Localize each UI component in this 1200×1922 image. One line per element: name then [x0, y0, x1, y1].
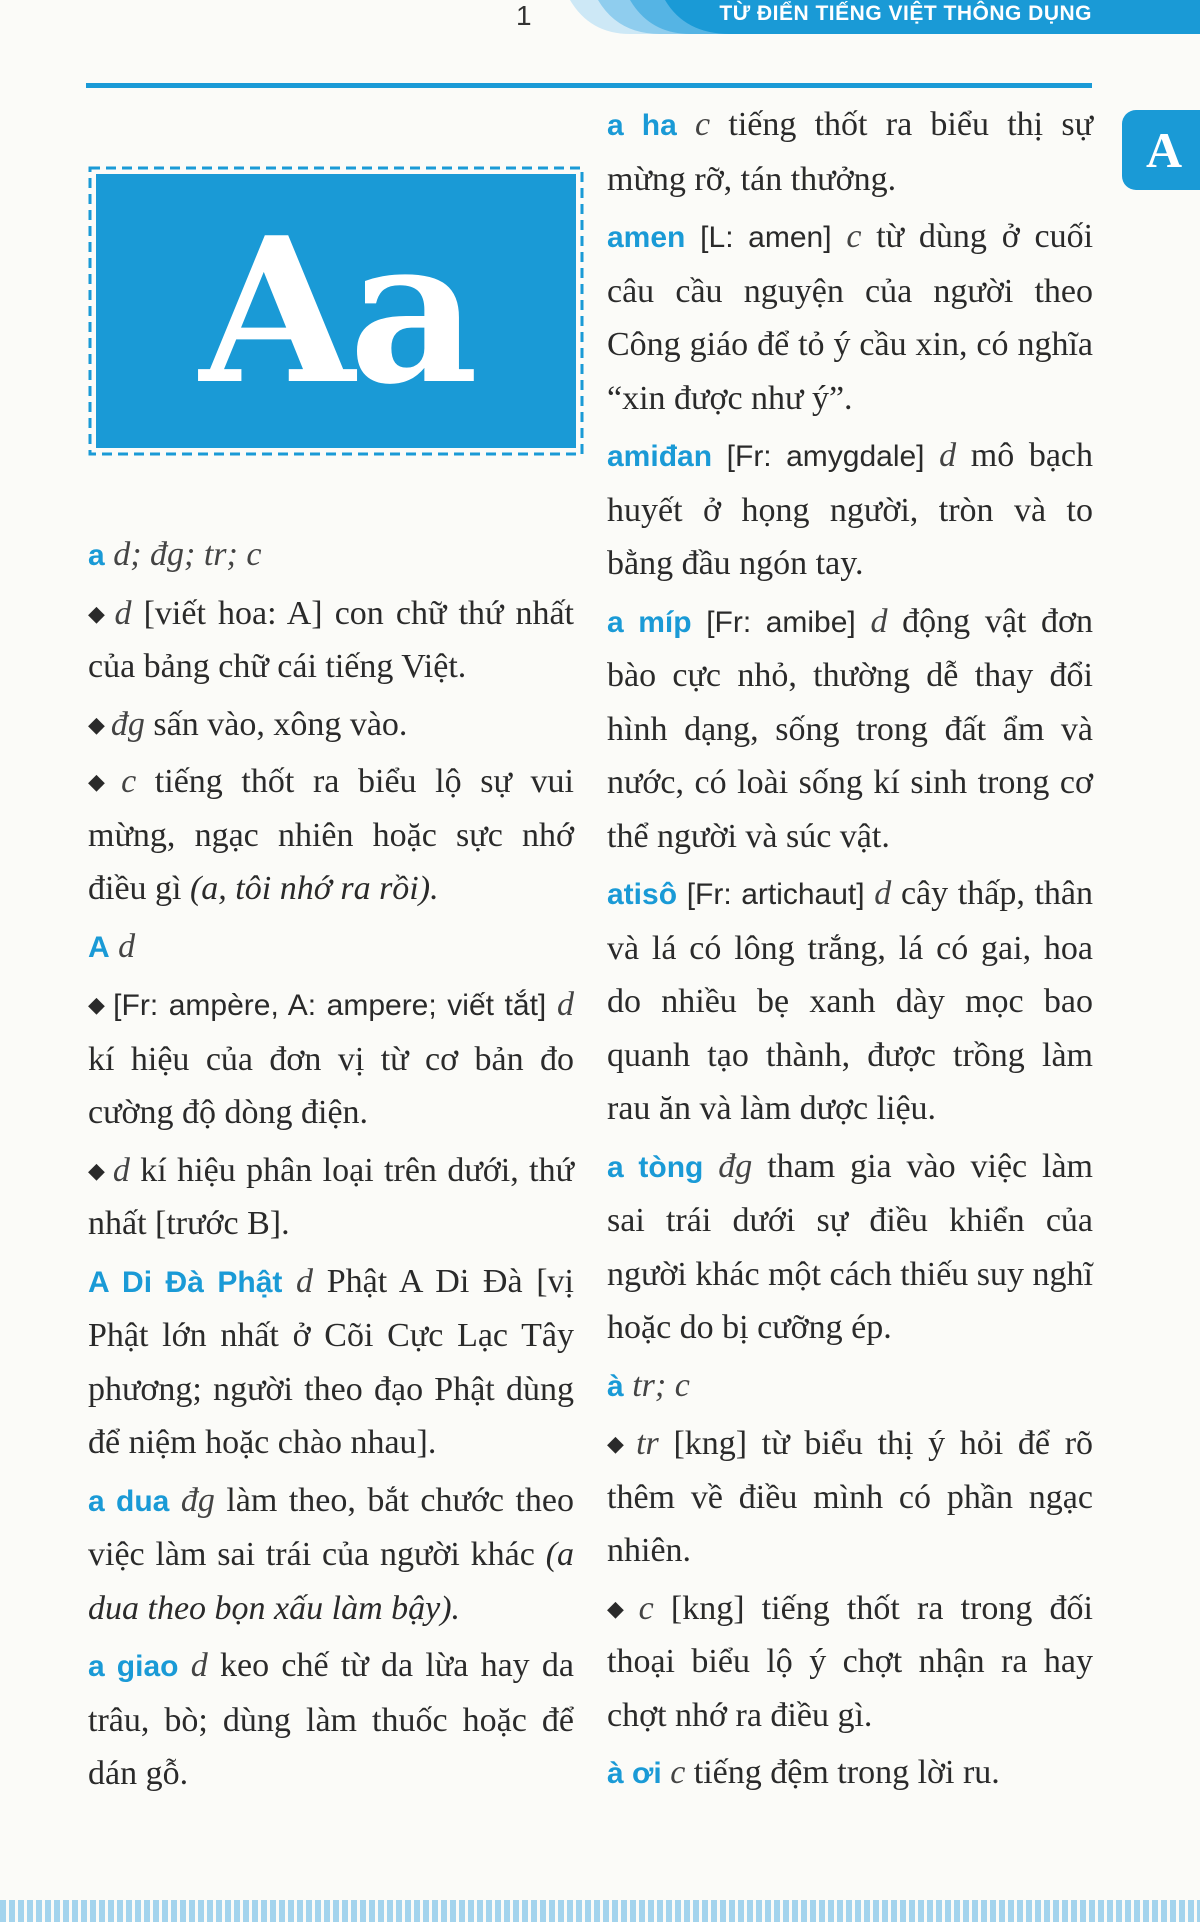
- part-of-speech: d; đg; tr; c: [113, 536, 262, 573]
- part-of-speech: c: [121, 763, 137, 800]
- headword: a míp: [607, 605, 692, 639]
- definition: kí hiệu phân loại trên dưới, thứ nhất [trước B].: [88, 1151, 575, 1242]
- headword: A: [88, 930, 110, 964]
- definition: sấn vào, xông vào.: [153, 705, 408, 743]
- dictionary-entry: [607, 429, 1093, 591]
- dictionary-entry: [88, 920, 574, 975]
- dictionary-entry: [88, 528, 574, 583]
- part-of-speech: d: [870, 602, 888, 640]
- dictionary-entry: [607, 1359, 1093, 1414]
- entry-sense: [88, 587, 574, 694]
- definition: tiếng thốt ra biểu thị sự mừng rỡ, tán thưởng.: [607, 106, 1093, 198]
- header-title: TỪ ĐIỂN TIẾNG VIỆT THÔNG DỤNG: [719, 2, 1092, 25]
- bullet-icon: ◆: [88, 711, 105, 737]
- definition: tiếng thốt ra biểu lộ sự vui mừng, ngạc nhiên hoặc sực nhớ điều gì: [88, 763, 574, 907]
- part-of-speech: c: [670, 1754, 686, 1791]
- bullet-icon: ◆: [88, 1157, 107, 1183]
- dictionary-entry: [607, 1746, 1093, 1801]
- entry-sense: [88, 1144, 574, 1251]
- dictionary-entry: [607, 210, 1093, 425]
- section-letter: Aa: [199, 194, 473, 429]
- dictionary-entry: [88, 1639, 574, 1801]
- definition: [kng] tiếng thốt ra trong đối thoại biểu lộ ý chợt nhận ra hay chợt nhớ ra điều gì.: [607, 1589, 1094, 1734]
- entry-sense: [607, 1582, 1093, 1743]
- definition: từ dùng ở cuối câu cầu nguyện của người theo Công giáo để tỏ ý cầu xin, có nghĩa “xin được như ý”.: [607, 218, 1094, 417]
- definition: động vật đơn bào cực nhỏ, thường dễ thay đổi hình dạng, sống trong đất ẩm và nước, có loài sống kí sinh trong cơ thể người và súc vật.: [607, 602, 1094, 855]
- headword: A Di Đà Phật: [88, 1265, 283, 1299]
- definition: keo chế từ da lừa hay da trâu, bò; dùng làm thuốc hoặc để dán gỗ.: [88, 1647, 575, 1792]
- headword: a tòng: [607, 1150, 704, 1184]
- entry-sense: [88, 978, 574, 1140]
- part-of-speech: d: [118, 927, 136, 965]
- dictionary-entry: [88, 1255, 574, 1470]
- page-number: 1: [516, 0, 532, 31]
- part-of-speech: d: [114, 594, 132, 632]
- headword: à: [607, 1369, 624, 1403]
- headword: a giao: [88, 1650, 179, 1683]
- entry-sense: [88, 698, 574, 752]
- header-rule: [86, 83, 1092, 88]
- part-of-speech: c: [846, 218, 862, 255]
- part-of-speech: đg: [180, 1481, 215, 1519]
- bullet-icon: ◆: [88, 600, 109, 626]
- definition: [kng] từ biểu thị ý hỏi để rõ thêm về điều mình có phần ngạc nhiên.: [607, 1425, 1094, 1569]
- headword: a: [88, 539, 105, 572]
- part-of-speech: d: [557, 986, 574, 1023]
- definition: mô bạch huyết ở họng người, tròn và to bằng đầu ngón tay.: [607, 437, 1094, 582]
- definition: cây thấp, thân và lá có lông trắng, lá có gai, hoa do nhiều bẹ xanh dày mọc bao quanh tạo thành, được trồng làm rau ăn và làm dược liệu.: [607, 875, 1094, 1127]
- part-of-speech: đg: [110, 705, 145, 743]
- dictionary-entry: [607, 98, 1093, 206]
- definition: tiếng đệm trong lời ru.: [693, 1754, 1000, 1791]
- definition: làm theo, bắt chước theo việc làm sai trái của người khác: [88, 1481, 575, 1573]
- part-of-speech: d: [112, 1151, 130, 1189]
- dictionary-entry: [88, 1474, 574, 1636]
- dictionary-entry: [607, 1140, 1093, 1355]
- part-of-speech: d: [296, 1262, 314, 1300]
- part-of-speech: đg: [718, 1147, 753, 1185]
- entry-sense: [607, 1417, 1093, 1578]
- headword: a ha: [607, 109, 677, 142]
- left-column: [88, 528, 574, 1805]
- bottom-border: [0, 1900, 1200, 1922]
- example: (a, tôi nhớ ra rồi).: [189, 870, 439, 907]
- section-tab: A: [1122, 110, 1200, 190]
- headword: amiđan: [607, 440, 713, 473]
- right-column: [607, 98, 1093, 1805]
- definition: kí hiệu của đơn vị từ cơ bản đo cường độ dòng điện.: [88, 1040, 574, 1131]
- part-of-speech: c: [695, 106, 711, 143]
- bullet-icon: ◆: [88, 769, 116, 794]
- headword: amen: [607, 221, 686, 254]
- headword: atisô: [607, 878, 678, 911]
- part-of-speech: tr; c: [632, 1366, 690, 1404]
- definition: Phật A Di Đà [vị Phật lớn nhất ở Cõi Cực Lạc Tây phương; người theo đạo Phật dùng để niệm hoặc chào nhau].: [88, 1262, 574, 1461]
- section-letter-block: [88, 166, 584, 456]
- etymology: [Fr: amygdale]: [726, 440, 925, 473]
- etymology: [L: amen]: [700, 221, 832, 254]
- headword: a dua: [88, 1484, 170, 1518]
- part-of-speech: c: [638, 1589, 654, 1627]
- etymology: [Fr: artichaut]: [686, 878, 865, 911]
- definition: tham gia vào việc làm sai trái dưới sự điều khiển của người khác một cách thiếu suy nghĩ hoặc do bị cưỡng ép.: [607, 1147, 1094, 1346]
- bullet-icon: ◆: [607, 1595, 633, 1621]
- entry-sense: [88, 755, 574, 916]
- dictionary-entry: [607, 867, 1093, 1136]
- etymology: [Fr: ampère, A: ampere; viết tắt]: [113, 989, 547, 1022]
- definition: [viết hoa: A] con chữ thứ nhất của bảng chữ cái tiếng Việt.: [88, 594, 574, 685]
- dictionary-entry: [607, 595, 1093, 864]
- part-of-speech: d: [939, 437, 957, 474]
- part-of-speech: d: [190, 1647, 208, 1684]
- part-of-speech: d: [874, 875, 892, 912]
- bullet-icon: ◆: [607, 1431, 631, 1456]
- etymology: [Fr: amibe]: [706, 605, 856, 639]
- example: (a dua theo bọn xấu làm bậy).: [88, 1536, 575, 1627]
- headword: à ơi: [607, 1757, 662, 1790]
- part-of-speech: tr: [636, 1425, 659, 1462]
- bullet-icon: ◆: [88, 992, 108, 1017]
